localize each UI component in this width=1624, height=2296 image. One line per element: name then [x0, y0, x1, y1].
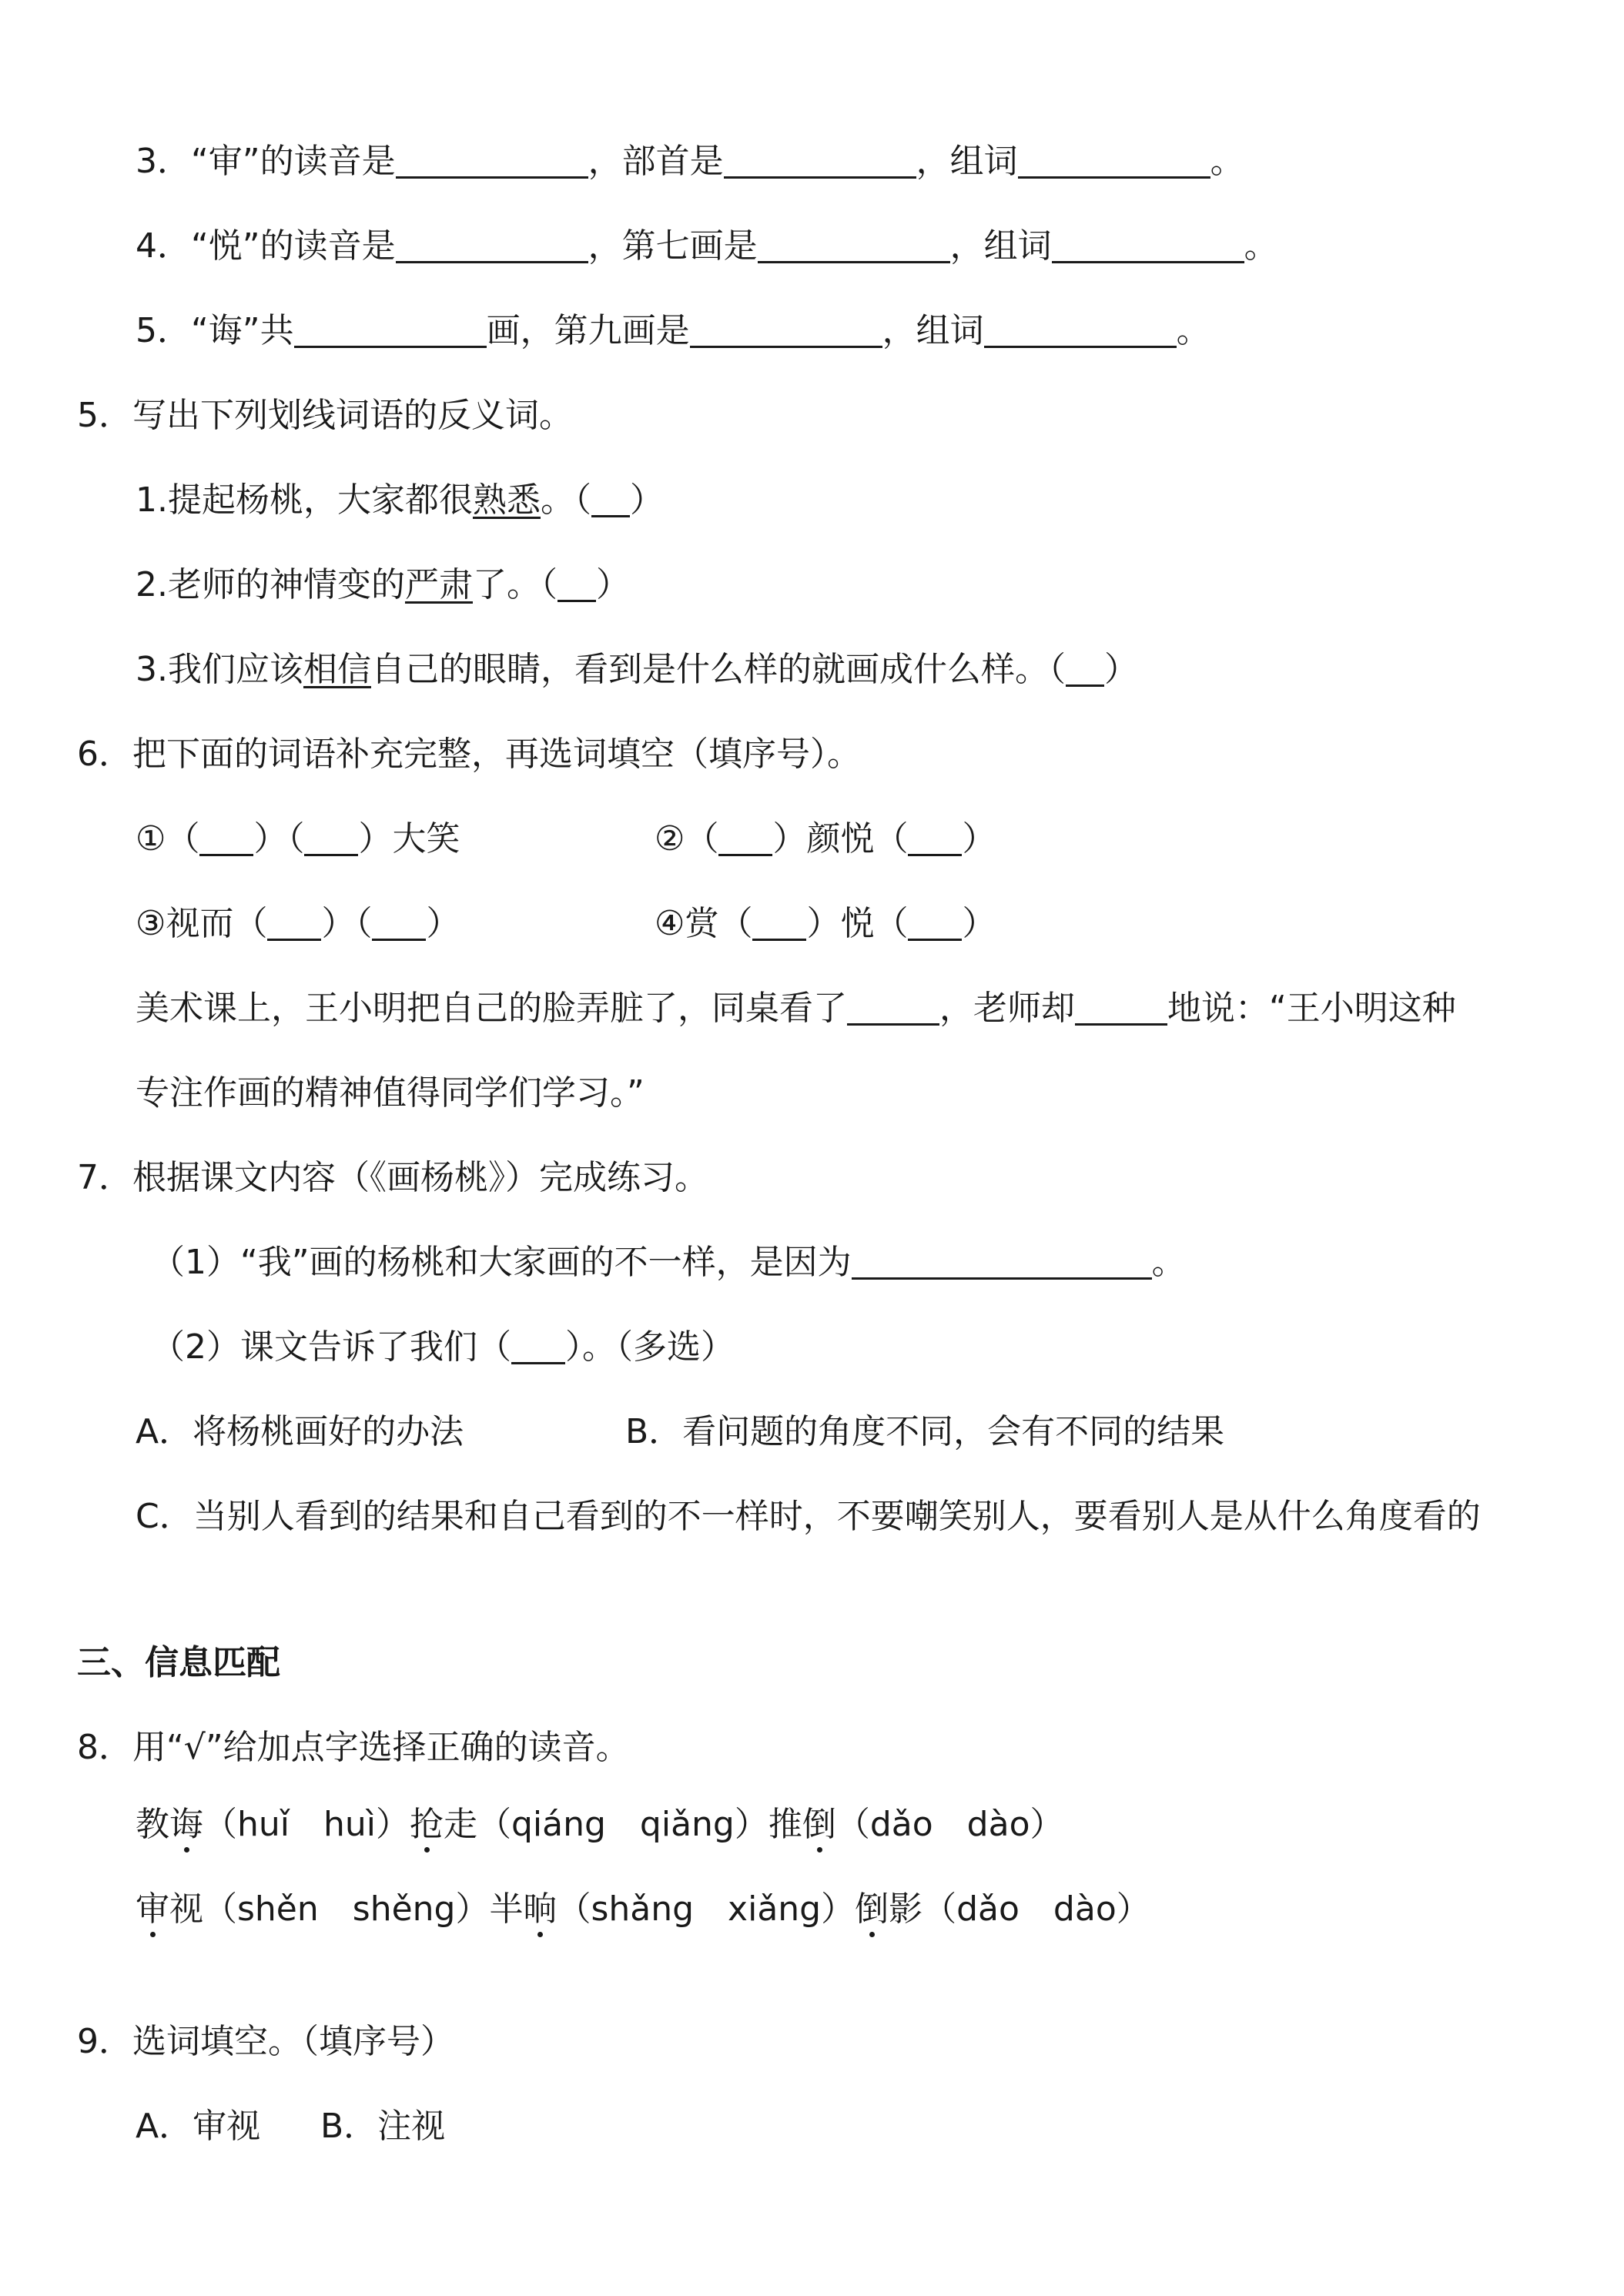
pinyin-choice[interactable]: （shǎng xiǎng）: [557, 1889, 856, 1929]
answer-blank[interactable]: [852, 1247, 1152, 1280]
underlined-word: 熟悉: [472, 480, 541, 520]
answer-blank[interactable]: [558, 569, 596, 602]
answer-blank[interactable]: [304, 823, 358, 856]
q5-sentence-3: 3.我们应该相信自己的眼睛，看到是什么样的就画成什么样。（ ）: [136, 650, 1138, 689]
pinyin-choice[interactable]: （qiáng qiǎng）: [477, 1805, 768, 1844]
pinyin-choice[interactable]: （huǐ huì）: [203, 1805, 410, 1844]
answer-blank[interactable]: [267, 908, 321, 941]
answer-blank[interactable]: [758, 230, 950, 263]
dotted-char: 审: [136, 1889, 169, 1929]
q7-option-a[interactable]: A．将杨桃画好的办法: [136, 1412, 464, 1451]
answer-blank[interactable]: [372, 908, 426, 941]
answer-blank[interactable]: [396, 230, 588, 263]
pinyin-choice[interactable]: （dǎo dào）: [922, 1889, 1150, 1929]
q6-paragraph-line-2: 专注作画的精神值得同学们学习。”: [136, 1073, 645, 1113]
q6-paragraph-line-1: 美术课上，王小明把自己的脸弄脏了，同桌看了 ，老师却 地说：“王小明这种: [136, 989, 1456, 1028]
section-heading: 三、信息匹配: [77, 1643, 280, 1682]
q8-row-1: 教诲（huǐ huì）抢走（qiáng qiǎng）推倒（dǎo dào）: [136, 1805, 1064, 1844]
pinyin-choice[interactable]: （shěn shěng）: [203, 1889, 490, 1929]
dotted-char: 晌: [523, 1889, 558, 1929]
answer-blank[interactable]: [294, 315, 487, 348]
q4-item-3: 3．“审”的读音是 ，部首是 ，组词 。: [136, 142, 1244, 181]
answer-blank[interactable]: [724, 146, 916, 179]
q8-row-2: 审视（shěn shěng）半晌（shǎng xiǎng）倒影（dǎo dào）: [136, 1889, 1150, 1929]
answer-blank[interactable]: [908, 823, 962, 856]
underlined-word: 相信: [303, 650, 371, 689]
q7-part-2: （2）课文告诉了我们（ ）。（多选）: [151, 1327, 735, 1367]
answer-blank[interactable]: [511, 1331, 565, 1364]
answer-blank[interactable]: [1075, 992, 1167, 1026]
q9-option-b[interactable]: B．注视: [320, 2107, 446, 2146]
dotted-char: 倒: [802, 1805, 836, 1844]
answer-blank[interactable]: [847, 992, 939, 1026]
q5-sentence-2: 2.老师的神情变的严肃了。（ ）: [136, 565, 630, 604]
answer-blank[interactable]: [396, 146, 588, 179]
q9-title: 9．选词填空。（填序号）: [77, 2022, 454, 2061]
answer-blank[interactable]: [752, 908, 806, 941]
answer-blank[interactable]: [199, 823, 253, 856]
q7-part-1: （1）“我”画的杨桃和大家画的不一样，是因为 。: [151, 1243, 1186, 1282]
q5-title: 5．写出下列划线词语的反义词。: [77, 396, 573, 435]
dotted-char: 诲: [169, 1805, 203, 1844]
answer-blank[interactable]: [1052, 230, 1244, 263]
q7-option-c[interactable]: C．当别人看到的结果和自己看到的不一样时，不要嘲笑别人，要看别人是从什么角度看的: [136, 1497, 1481, 1536]
q7-title: 7．根据课文内容（《画杨桃》）完成练习。: [77, 1158, 708, 1197]
q4-item-4: 4．“悦”的读音是 ，第七画是 ，组词 。: [136, 226, 1278, 266]
q6-title: 6．把下面的词语补充完整，再选词填空（填序号）。: [77, 735, 861, 774]
q9-option-a[interactable]: A．审视: [136, 2107, 261, 2146]
answer-blank[interactable]: [690, 315, 882, 348]
q8-title: 8．用“√”给加点字选择正确的读音。: [77, 1728, 630, 1767]
answer-blank[interactable]: [908, 908, 962, 941]
underlined-word: 严肃: [404, 565, 473, 604]
q4-item-5: 5．“诲”共 画，第九画是 ，组词 。: [136, 311, 1210, 350]
answer-blank[interactable]: [1066, 654, 1104, 687]
q6-idiom-2: ②（ ）颜悦（ ）: [655, 819, 996, 858]
answer-blank[interactable]: [591, 484, 630, 517]
q5-sentence-1: 1.提起杨桃，大家都很熟悉。（ ）: [136, 480, 664, 520]
answer-blank[interactable]: [1018, 146, 1210, 179]
answer-blank[interactable]: [984, 315, 1177, 348]
q6-idiom-3: ③视而（ ）（ ）: [136, 904, 460, 943]
dotted-char: 倒: [855, 1889, 889, 1929]
dotted-char: 抢: [410, 1805, 444, 1844]
q6-idiom-1: ①（ ）（ ）大笑: [136, 819, 460, 858]
pinyin-choice[interactable]: （dǎo dào）: [835, 1805, 1064, 1844]
q6-idiom-4: ④赏（ ）悦（ ）: [655, 904, 996, 943]
q7-option-b[interactable]: B．看问题的角度不同，会有不同的结果: [625, 1412, 1225, 1451]
answer-blank[interactable]: [718, 823, 772, 856]
